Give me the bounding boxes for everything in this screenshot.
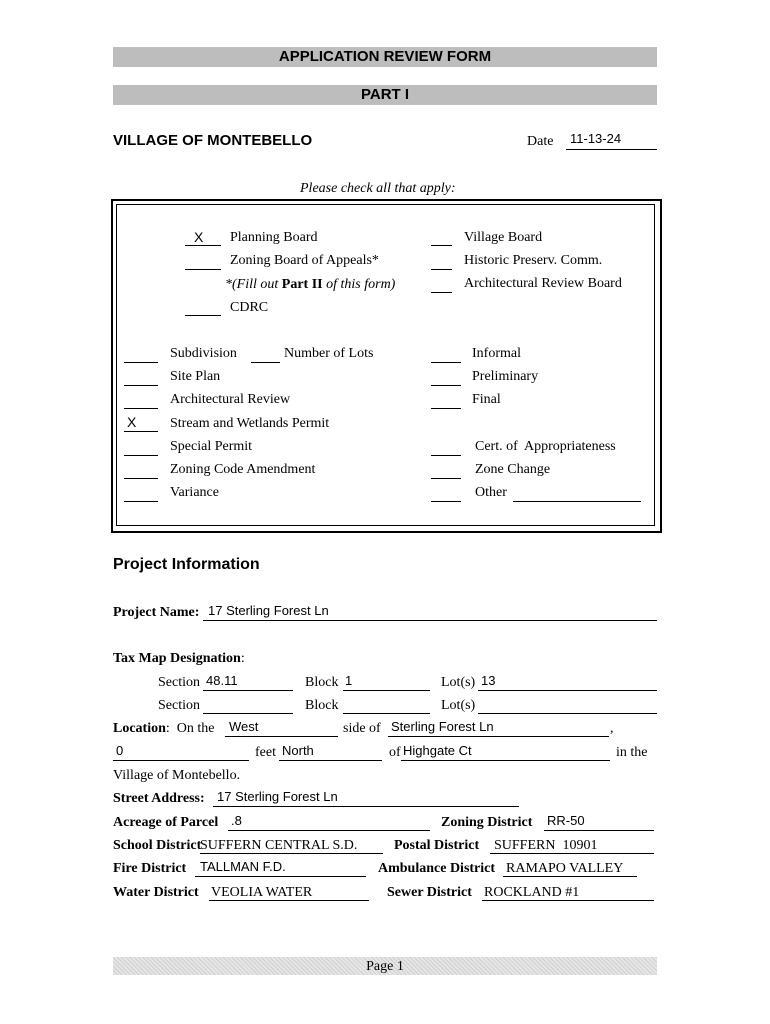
- cert-checkbox[interactable]: [431, 455, 461, 456]
- location-label: Location: On the: [113, 721, 215, 736]
- special-permit-label: Special Permit: [170, 439, 253, 454]
- date-field[interactable]: 11-13-24: [570, 131, 622, 146]
- project-name-underline: [203, 620, 657, 621]
- other-label: Other: [475, 485, 507, 500]
- page-number: Page 1: [366, 959, 404, 974]
- block-field-1[interactable]: 1: [345, 673, 353, 688]
- acreage-underline: [228, 830, 430, 831]
- acreage-label: Acreage of Parcel: [113, 815, 219, 830]
- arb-checkbox[interactable]: [431, 292, 452, 293]
- location-comma: ,: [610, 721, 614, 736]
- historic-checkbox[interactable]: [431, 269, 452, 270]
- ambulance-field[interactable]: RAMAPO VALLEY: [506, 861, 624, 876]
- part-title: PART I: [360, 86, 410, 103]
- lots-label-1: Lot(s): [441, 675, 476, 690]
- check-instruction: Please check all that apply:: [300, 181, 456, 196]
- zba-note: *(Fill out Part II of this form): [225, 277, 396, 292]
- feet-label: feet: [255, 745, 276, 760]
- zba-label: Zoning Board of Appeals*: [230, 253, 379, 268]
- side-of-underline: [388, 736, 609, 737]
- school-label: School District: [113, 838, 202, 853]
- block-label-1: Block: [305, 675, 339, 690]
- site-plan-checkbox[interactable]: [124, 385, 158, 386]
- planning-board-checkbox[interactable]: [185, 245, 221, 246]
- block-field-2[interactable]: [343, 713, 430, 714]
- lots-underline-1: [478, 690, 657, 691]
- historic-label: Historic Preserv. Comm.: [464, 253, 603, 268]
- water-label: Water District: [113, 885, 199, 900]
- part-bar: [113, 85, 657, 105]
- feet-underline: [113, 760, 249, 761]
- zoning-amend-label: Zoning Code Amendment: [170, 462, 316, 477]
- variance-checkbox[interactable]: [124, 501, 158, 502]
- direction-field[interactable]: North: [282, 743, 314, 758]
- street-field[interactable]: 17 Sterling Forest Ln: [217, 789, 338, 804]
- zone-change-label: Zone Change: [475, 462, 551, 477]
- date-underline: [566, 149, 657, 150]
- in-the-label: in the: [616, 745, 648, 760]
- postal-field[interactable]: SUFFERN 10901: [494, 838, 598, 853]
- wetlands-label: Stream and Wetlands Permit: [170, 416, 330, 431]
- page-footer: [113, 957, 657, 975]
- fire-field[interactable]: TALLMAN F.D.: [200, 859, 286, 874]
- site-plan-label: Site Plan: [170, 369, 221, 384]
- other-checkbox[interactable]: [431, 501, 461, 502]
- water-field[interactable]: VEOLIA WATER: [211, 885, 313, 900]
- postal-label: Postal District: [394, 838, 480, 853]
- feet-field[interactable]: 0: [116, 743, 124, 758]
- lots-label-2: Lot(s): [441, 698, 476, 713]
- tax-map-label: Tax Map Designation:: [113, 651, 245, 666]
- wetlands-mark: X: [127, 414, 137, 430]
- section-underline-1: [203, 690, 293, 691]
- date-label: Date: [527, 134, 554, 149]
- cert-label: Cert. of Appropriateness: [475, 439, 616, 454]
- lots-count-field[interactable]: [251, 362, 280, 363]
- village-board-label: Village Board: [464, 230, 543, 245]
- fire-underline: [195, 876, 366, 877]
- final-checkbox[interactable]: [431, 408, 461, 409]
- project-name-field[interactable]: 17 Sterling Forest Ln: [208, 603, 329, 618]
- arb-label: Architectural Review Board: [464, 276, 622, 291]
- location-side-field[interactable]: West: [229, 719, 259, 734]
- zoning-field[interactable]: RR-50: [547, 813, 585, 828]
- project-name-label: Project Name:: [113, 605, 200, 620]
- preliminary-label: Preliminary: [472, 369, 539, 384]
- zone-change-checkbox[interactable]: [431, 478, 461, 479]
- subdivision-label: Subdivision: [170, 346, 237, 361]
- zoning-underline: [544, 830, 654, 831]
- of-label: of: [389, 745, 401, 760]
- informal-checkbox[interactable]: [431, 362, 461, 363]
- location-side-underline: [225, 736, 338, 737]
- special-permit-checkbox[interactable]: [124, 455, 158, 456]
- planning-board-mark: X: [194, 229, 204, 245]
- cdrc-label: CDRC: [230, 300, 269, 315]
- block-underline-1: [343, 690, 430, 691]
- section-field-1[interactable]: 48.11: [206, 673, 238, 688]
- other-field[interactable]: [513, 501, 641, 502]
- village-board-checkbox[interactable]: [431, 245, 452, 246]
- street-label: Street Address:: [113, 791, 205, 806]
- section-label-2: Section: [158, 698, 200, 713]
- village-line: Village of Montebello.: [113, 768, 241, 783]
- direction-underline: [279, 760, 382, 761]
- subdivision-checkbox[interactable]: [124, 362, 158, 363]
- side-of-label: side of: [343, 721, 381, 736]
- cdrc-checkbox[interactable]: [185, 315, 221, 316]
- section-field-2[interactable]: [203, 713, 293, 714]
- project-info-heading: Project Information: [113, 556, 260, 573]
- ambulance-label: Ambulance District: [378, 861, 496, 876]
- village-name: VILLAGE OF MONTEBELLO: [113, 132, 313, 149]
- zba-checkbox[interactable]: [185, 269, 221, 270]
- zoning-amend-checkbox[interactable]: [124, 478, 158, 479]
- side-of-field[interactable]: Sterling Forest Ln: [391, 719, 494, 734]
- informal-label: Informal: [472, 346, 521, 361]
- wetlands-checkbox[interactable]: [124, 431, 158, 432]
- form-title-bar: [113, 47, 657, 67]
- lots-field-2[interactable]: [478, 713, 657, 714]
- school-field[interactable]: SUFFERN CENTRAL S.D.: [200, 838, 358, 853]
- street-underline: [213, 806, 519, 807]
- arch-review-checkbox[interactable]: [124, 408, 158, 409]
- of-underline: [401, 760, 610, 761]
- fire-label: Fire District: [113, 861, 187, 876]
- form-title: APPLICATION REVIEW FORM: [278, 48, 492, 65]
- final-label: Final: [472, 392, 501, 407]
- acreage-field[interactable]: .8: [231, 813, 242, 828]
- section-label-1: Section: [158, 675, 200, 690]
- sewer-field[interactable]: ROCKLAND #1: [484, 885, 580, 900]
- of-field[interactable]: Highgate Ct: [403, 743, 472, 758]
- block-label-2: Block: [305, 698, 339, 713]
- lots-count-label: Number of Lots: [284, 346, 374, 361]
- planning-board-label: Planning Board: [230, 230, 318, 245]
- lots-field-1[interactable]: 13: [481, 673, 496, 688]
- arch-review-label: Architectural Review: [170, 392, 291, 407]
- preliminary-checkbox[interactable]: [431, 385, 461, 386]
- zoning-label: Zoning District: [441, 815, 533, 830]
- variance-label: Variance: [170, 485, 219, 500]
- sewer-label: Sewer District: [387, 885, 472, 900]
